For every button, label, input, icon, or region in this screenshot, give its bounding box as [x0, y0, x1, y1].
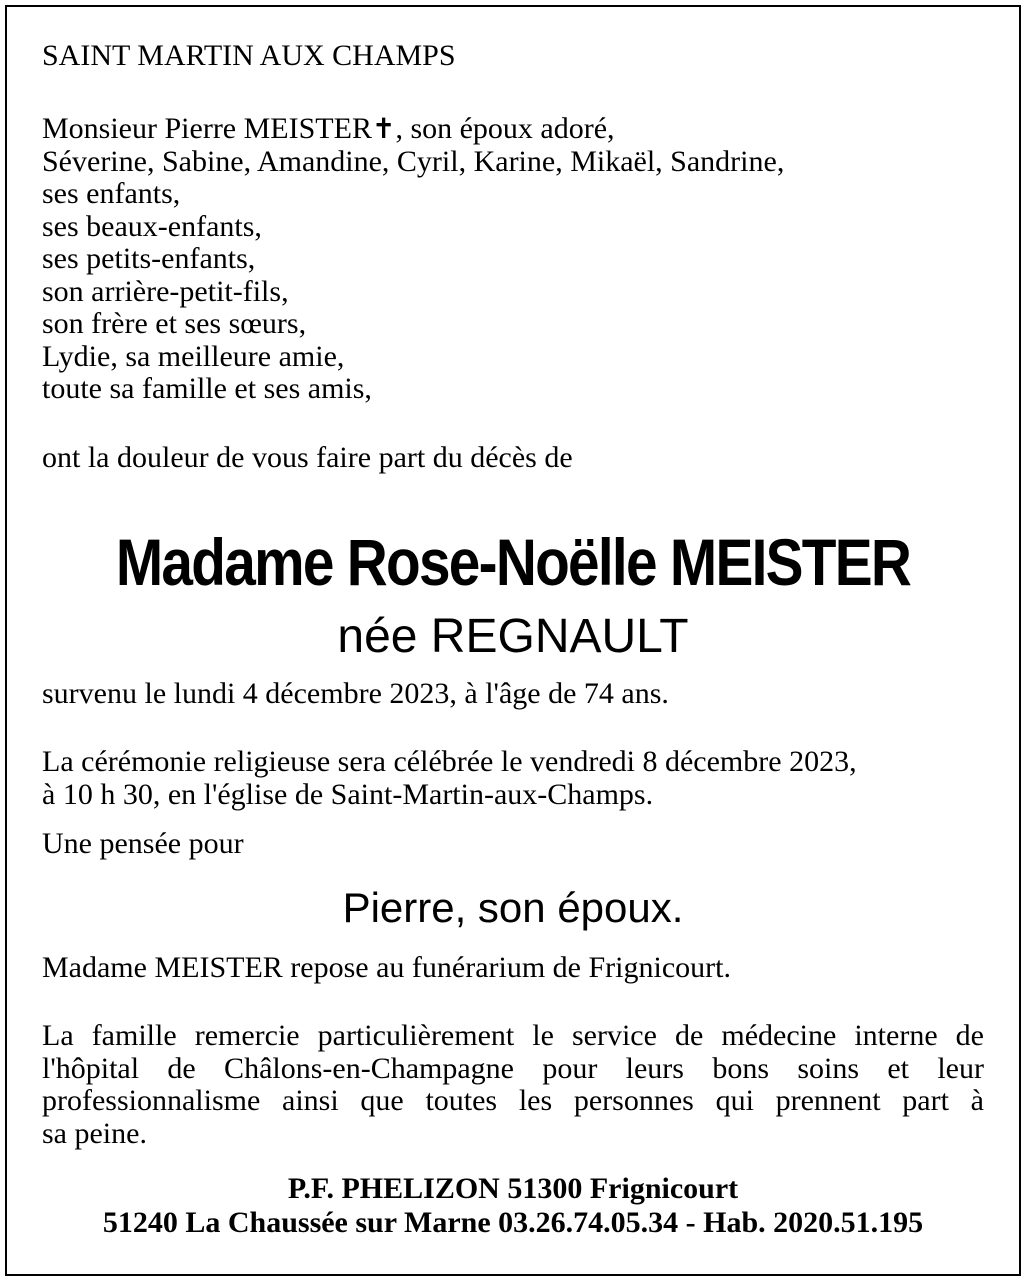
repose-info: Madame MEISTER repose au funérarium de Frignicourt. [42, 951, 731, 984]
cross-icon: ✝ [371, 112, 396, 145]
announcement-intro: ont la douleur de vous faire part du décès de [42, 441, 573, 474]
family-line: ses petits-enfants, [42, 242, 256, 275]
family-line: son frère et ses sœurs, [42, 307, 307, 340]
ceremony-line: à 10 h 30, en l'église de Saint-Martin-aux-Champs. [42, 777, 654, 811]
thanks-paragraph [42, 1020, 984, 1150]
funeral-home-line-2: 51240 La Chaussée sur Marne 03.26.74.05.34 - Hab. 2020.51.195 [102, 1206, 924, 1239]
family-line: son arrière-petit-fils, [42, 274, 289, 308]
thought-intro: Une pensée pour [42, 827, 244, 860]
maiden-name: née REGNAULT [337, 610, 689, 663]
funeral-home-info [0, 1172, 1026, 1240]
locality-heading: SAINT MARTIN AUX CHAMPS [42, 39, 456, 72]
family-line: Séverine, Sabine, Amandine, Cyril, Karine, Mikaël, Sandrine, [42, 144, 785, 178]
funeral-home-line-1: P.F. PHELIZON 51300 Frignicourt [287, 1172, 739, 1205]
ceremony-info [42, 746, 857, 811]
family-line: toute sa famille et ses amis, [42, 372, 372, 405]
ceremony-line: La cérémonie religieuse sera célébrée le vendredi 8 décembre 2023, [42, 745, 857, 778]
thought-target: Pierre, son époux. [342, 884, 684, 931]
spouse-name: Monsieur Pierre MEISTER [42, 112, 372, 145]
spouse-relation: , son époux adoré, [395, 112, 615, 145]
death-info: survenu le lundi 4 décembre 2023, à l'âge de 74 ans. [42, 677, 669, 710]
thanks-line: sa peine. [42, 1116, 147, 1150]
thanks-line: La famille remercie particulièrement le service de médecine interne de [42, 1019, 984, 1052]
family-list [42, 113, 784, 406]
thanks-line: professionnalisme ainsi que toutes les personnes qui prennent part à [42, 1084, 984, 1117]
deceased-name: Madame Rose-Noëlle MEISTER [115, 525, 911, 599]
thanks-line: l'hôpital de Châlons-en-Champagne pour leurs bons soins et leur [42, 1051, 984, 1085]
family-line-spouse [42, 113, 784, 146]
family-line: Lydie, sa meilleure amie, [42, 339, 345, 373]
family-line: ses beaux-enfants, [42, 209, 262, 243]
family-line: ses enfants, [42, 177, 181, 210]
